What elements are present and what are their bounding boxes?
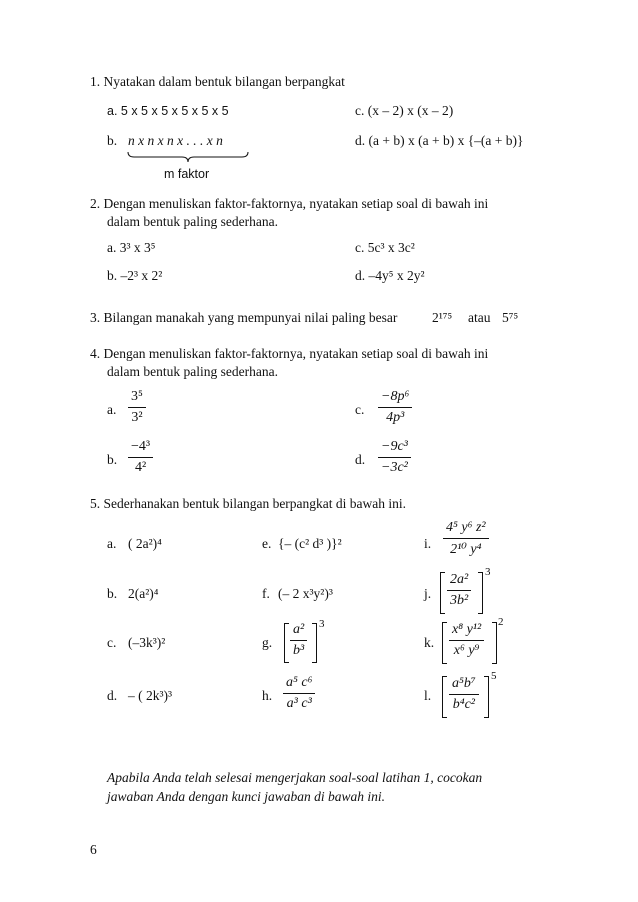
q2-item-a: a. 3³ x 3⁵ (107, 240, 156, 255)
q5-item-a-expr: ( 2a²)⁴ (128, 536, 162, 551)
q4-item-d-fraction (378, 439, 411, 476)
q1-item-b-label: b. (107, 133, 118, 148)
left-bracket-icon (440, 572, 445, 614)
q3-text: 3. Bilangan manakah yang mempunyai nilai paling besar (90, 310, 398, 325)
q5-item-c-label: c. (107, 635, 117, 650)
fraction-numerator: 4⁵ y⁶ z² (443, 520, 489, 539)
q5-item-c-expr: (–3k³)² (128, 635, 166, 650)
fraction-denominator: 4² (134, 460, 147, 475)
q1-item-b-expr: n x n x n x . . . x n (128, 133, 223, 148)
q5-item-e-expr: {– (c² d³ )}² (278, 536, 342, 551)
q5-item-b-expr: 2(a²)⁴ (128, 586, 159, 601)
q4-item-b-label: b. (107, 452, 118, 467)
q5-item-h-label: h. (262, 688, 273, 703)
fraction-denominator: b⁴c² (452, 697, 475, 712)
fraction-denominator: 2¹⁰ y⁴ (450, 542, 482, 557)
q5-item-f-expr: (– 2 x³y²)³ (278, 586, 333, 601)
q5-item-j-label: j. (424, 586, 432, 601)
fraction-numerator: x⁸ y¹² (449, 622, 484, 641)
page-number: 6 (90, 842, 97, 857)
fraction-numerator: a⁵b⁷ (449, 676, 479, 695)
q5-item-e-label: e. (262, 536, 272, 551)
fraction-denominator: −3c² (381, 460, 408, 475)
left-bracket-icon (442, 676, 447, 718)
q4-item-b-fraction (128, 439, 153, 476)
q5-item-l-exponent: 5 (491, 670, 497, 682)
fraction-numerator: a² (290, 622, 307, 641)
fraction-numerator: 2a² (447, 572, 471, 591)
closing-line1: Apabila Anda telah selesai mengerjakan soal-soal latihan 1, cocokan (107, 770, 483, 785)
fraction-denominator: 3b² (450, 593, 469, 608)
right-bracket-icon (312, 623, 317, 663)
q2-item-d: d. –4y⁵ x 2y² (355, 268, 425, 283)
q4-item-c-fraction (378, 389, 412, 426)
fraction-denominator: 3² (131, 410, 143, 425)
q5-item-g-fraction (290, 622, 307, 659)
q4-item-d-label: d. (355, 452, 366, 467)
fraction-numerator: a⁵ c⁶ (283, 675, 315, 694)
q5-item-h-fraction (283, 675, 315, 712)
q1-item-c: c. (x – 2) x (x – 2) (355, 103, 454, 118)
right-bracket-icon (484, 676, 489, 718)
q5-item-j-fraction (447, 572, 471, 609)
left-bracket-icon (284, 623, 289, 663)
q5-item-g-label: g. (262, 635, 273, 650)
fraction-denominator: b³ (293, 643, 305, 658)
right-bracket-icon (478, 572, 483, 614)
left-bracket-icon (442, 622, 447, 664)
fraction-numerator: −8p⁶ (378, 389, 412, 408)
q4-item-a-fraction (128, 389, 146, 426)
q4-title-line2: dalam bentuk paling sederhana. (107, 364, 278, 379)
q2-item-b: b. –2³ x 2² (107, 268, 163, 283)
q5-item-a-label: a. (107, 536, 117, 551)
q5-item-l-label: l. (424, 688, 432, 703)
q3-or: atau (468, 310, 491, 325)
q1-title: 1. Nyatakan dalam bentuk bilangan berpangkat (90, 74, 345, 89)
q4-item-a-label: a. (107, 402, 117, 417)
q4-item-c-label: c. (355, 402, 365, 417)
closing-line2: jawaban Anda dengan kunci jawaban di bawah ini. (107, 789, 385, 804)
q5-item-l-fraction (449, 676, 479, 713)
q2-title-line1: 2. Dengan menuliskan faktor-faktornya, nyatakan setiap soal di bawah ini (90, 196, 489, 211)
q5-item-f-label: f. (262, 586, 270, 601)
fraction-denominator: 4p³ (386, 410, 405, 425)
q2-title-line2: dalam bentuk paling sederhana. (107, 214, 278, 229)
underbrace-icon (126, 150, 250, 164)
q4-title-line1: 4. Dengan menuliskan faktor-faktornya, nyatakan setiap soal di bawah ini (90, 346, 489, 361)
q5-item-i-label: i. (424, 536, 432, 551)
q5-item-b-label: b. (107, 586, 118, 601)
q5-item-d-expr: – ( 2k³)³ (128, 688, 173, 703)
fraction-numerator: 3⁵ (128, 389, 146, 408)
fraction-denominator: a³ c³ (286, 696, 312, 711)
q5-item-k-label: k. (424, 635, 435, 650)
q5-title: 5. Sederhanakan bentuk bilangan berpangkat di bawah ini. (90, 496, 407, 511)
q1-item-d: d. (a + b) x (a + b) x {–(a + b)} (355, 133, 524, 148)
right-bracket-icon (492, 622, 497, 664)
fraction-numerator: −4³ (128, 439, 153, 458)
q5-item-k-fraction (449, 622, 484, 659)
q5-item-j-exponent: 3 (485, 566, 491, 578)
fraction-numerator: −9c³ (378, 439, 411, 458)
q5-item-i-fraction (443, 520, 489, 558)
q2-item-c: c. 5c³ x 3c² (355, 240, 415, 255)
q3-option-1: 2¹⁷⁵ (432, 310, 453, 325)
q3-option-2: 5⁷⁵ (502, 310, 519, 325)
q5-item-k-exponent: 2 (498, 616, 504, 628)
q5-item-g-exponent: 3 (319, 618, 325, 630)
q1-brace-label: m faktor (164, 167, 210, 181)
fraction-denominator: x⁶ y⁹ (453, 643, 480, 658)
q5-item-d-label: d. (107, 688, 118, 703)
q1-item-a: a. 5 x 5 x 5 x 5 x 5 x 5 (107, 104, 229, 118)
